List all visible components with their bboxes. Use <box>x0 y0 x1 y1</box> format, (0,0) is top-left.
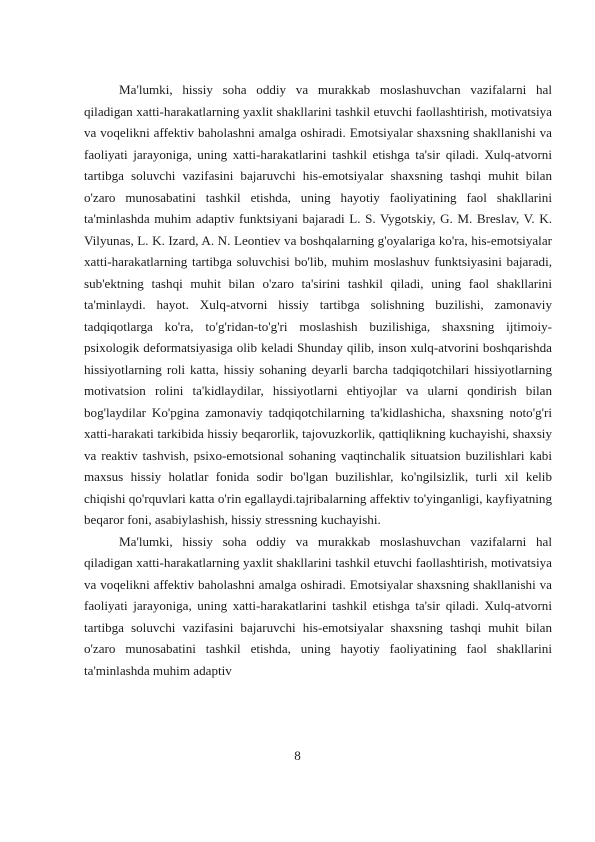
paragraph-2: Ma'lumki, hissiy soha oddiy va murakkab moslashuvchan vazifalarni hal qiladigan xatti-harakatlarning yaxlit shakllarini tashkil etuvchi faollashtirish, motivatsiya va voqelikni affektiv baholashni amalga oshiradi. Emotsiyalar shaxsning shakllanishi va faoliyati jarayoniga, uning xatti-harakatlarini tashkil etishga ta'sir qiladi. Xulq-atvorni tartibga soluvchi vazifasini bajaruvchi his-emotsiyalar shaxsning tashqi muhit bilan o'zaro munosabatini tashkil etishda, uning hayotiy faoliyatining faol shakllarini ta'minlashda muhim adaptiv <box>84 533 552 678</box>
page-number: 8 <box>294 748 301 763</box>
document-body <box>84 79 552 681</box>
paragraph-1: Ma'lumki, hissiy soha oddiy va murakkab moslashuvchan vazifalarni hal qiladigan xatti-harakatlarning yaxlit shakllarini tashkil etuvchi faollashtirish, motivatsiya va voqelikni affektiv baholashni amalga oshiradi. Emotsiyalar shaxsning shakllanishi va faoliyati jarayoniga, uning xatti-harakatlarini tashkil etishga ta'sir qiladi. Xulq-atvorni tartibga soluvchi vazifasini bajaruvchi his-emotsiyalar shaxsning tashqi muhit bilan o'zaro munosabatini tashkil etishda, uning hayotiy faoliyatining faol shakllarini ta'minlashda muhim adaptiv funktsiyani bajaradi L. S. Vygotskiy, G. M. Breslav, V. K. Vilyunas, L. K. Izard, A. N. Leontiev va boshqalarning g'oyalariga ko'ra, his-emotsiyalar xatti-harakatlarning tartibga soluvchisi bo'lib, muhim moslashuv funktsiyasini bajaradi, sub'ektning tashqi muhit bilan o'zaro ta'sirini tashkil qiladi, uning faol shakllarini ta'minlaydi. hayot. Xulq-atvorni hissiy tartibga solishning buzilishi, zamonaviy tadqiqotlarga ko'ra, to'g'ridan-to'g'ri moslashish buzilishiga, shaxsning ijtimoiy-psixologik deformatsiyasiga olib keladi Shunday qilib, inson xulq-atvorini boshqarishda hissiyotlarning roli katta, hissiy sohaning deyarli barcha tadqiqotchilari hissiyotlarning motivatsion rolini ta'kidlaydilar, hissiyotlarni ehtiyojlar va ularni qondirish bilan bog'laydilar Ko'pgina zamonaviy tadqiqotchilarning ta'kidlashicha, shaxsning noto'g'ri xatti-harakati tarkibida hissiy beqarorlik, tajovuzkorlik, qattiqlikning kuchayishi, shaxsiy va reaktiv tashvish, psixo-emotsional sohaning vaqtinchalik situatsion buzilishlari kabi maxsus hissiy holatlar fonida sodir bo'lgan buzilishlar, ko'ngilsizlik, turli xil kelib chiqishi qo'rquvlari katta o'rin egallaydi.tajribalarning affektiv to'yinganligi, kayfiyatning beqaror foni, asabiylashish, hissiy stressning kuchayishi. <box>84 82 552 527</box>
